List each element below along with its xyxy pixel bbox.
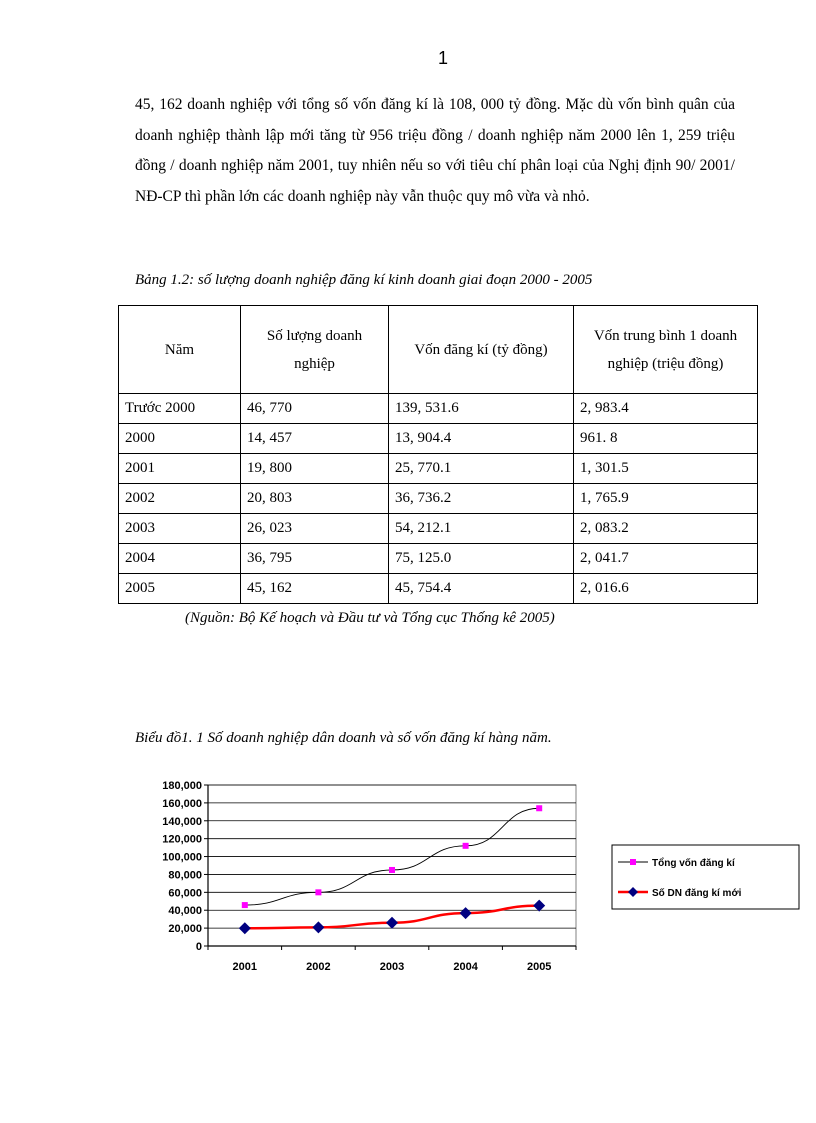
header-average: Vốn trung bình 1 doanh nghiệp (triệu đồng)	[574, 306, 758, 394]
table-header-row	[119, 306, 758, 394]
cell-count: 20, 803	[241, 484, 389, 514]
table-row	[119, 544, 758, 574]
data-point-square	[315, 889, 321, 895]
x-tick-label: 2002	[306, 961, 331, 973]
enterprise-table	[118, 305, 758, 604]
data-point-square	[463, 843, 469, 849]
cell-capital: 25, 770.1	[389, 454, 574, 484]
table-row	[119, 514, 758, 544]
x-tick-label: 2004	[453, 961, 478, 973]
cell-capital: 54, 212.1	[389, 514, 574, 544]
cell-average: 1, 301.5	[574, 454, 758, 484]
header-capital: Vốn đăng kí (tỷ đồng)	[389, 306, 574, 394]
cell-year: 2005	[119, 574, 241, 604]
y-tick-label: 160,000	[162, 797, 202, 810]
cell-year: 2001	[119, 454, 241, 484]
cell-capital: 75, 125.0	[389, 544, 574, 574]
cell-count: 36, 795	[241, 544, 389, 574]
y-tick-label: 100,000	[162, 851, 202, 864]
chart-caption: Biểu đồ1. 1 Số doanh nghiệp dân doanh và số vốn đăng kí hàng năm.	[135, 730, 552, 746]
page-number: 1	[437, 48, 448, 68]
body-paragraph: 45, 162 doanh nghiệp với tổng số vốn đăng kí là 108, 000 tỷ đồng. Mặc dù vốn bình quân của doanh nghiệp thành lập mới tăng từ 956 triệu đồng / doanh nghiệp năm 2000 lên 1, 259 triệu đồng / doanh nghiệp năm 2001, tuy nhiên nếu so với tiêu chí phân loại của Nghị định 90/ 2001/ NĐ-CP thì phần lớn các doanh nghiệp này vẫn thuộc quy mô vừa và nhỏ.	[135, 96, 735, 205]
y-tick-label: 20,000	[168, 923, 202, 936]
header-count: Số lượng doanh nghiệp	[241, 306, 389, 394]
cell-average: 2, 041.7	[574, 544, 758, 574]
cell-year: 2002	[119, 484, 241, 514]
cell-count: 26, 023	[241, 514, 389, 544]
table-row	[119, 484, 758, 514]
cell-count: 46, 770	[241, 394, 389, 424]
legend-box	[612, 845, 799, 909]
cell-year: 2000	[119, 424, 241, 454]
legend-label: Tổng vốn đăng kí	[652, 858, 735, 869]
x-tick-label: 2001	[232, 961, 258, 973]
legend-marker-square	[630, 859, 636, 865]
table-row	[119, 454, 758, 484]
cell-capital: 45, 754.4	[389, 574, 574, 604]
cell-year: Trước 2000	[119, 394, 241, 424]
y-tick-label: 80,000	[168, 869, 202, 882]
data-point-square	[242, 902, 248, 908]
table-source: (Nguồn: Bộ Kế hoạch và Đầu tư và Tổng cục Thống kê 2005)	[185, 610, 555, 626]
y-tick-label: 140,000	[162, 815, 202, 828]
x-tick-label: 2005	[526, 961, 552, 973]
cell-count: 14, 457	[241, 424, 389, 454]
cell-capital: 13, 904.4	[389, 424, 574, 454]
cell-average: 961. 8	[574, 424, 758, 454]
data-point-square	[389, 867, 395, 873]
cell-capital: 36, 736.2	[389, 484, 574, 514]
cell-count: 45, 162	[241, 574, 389, 604]
y-tick-label: 0	[195, 941, 202, 953]
cell-year: 2004	[119, 544, 241, 574]
y-tick-label: 40,000	[168, 905, 202, 918]
cell-average: 2, 983.4	[574, 394, 758, 424]
cell-average: 2, 083.2	[574, 514, 758, 544]
table-row	[119, 394, 758, 424]
line-chart	[130, 770, 810, 990]
x-tick-label: 2003	[379, 961, 405, 973]
cell-year: 2003	[119, 514, 241, 544]
cell-count: 19, 800	[241, 454, 389, 484]
y-tick-label: 120,000	[162, 833, 202, 846]
header-year: Năm	[119, 306, 241, 394]
table-row	[119, 424, 758, 454]
data-point-square	[536, 805, 542, 811]
cell-average: 1, 765.9	[574, 484, 758, 514]
cell-average: 2, 016.6	[574, 574, 758, 604]
legend-label: Số DN đăng kí mới	[652, 888, 742, 899]
table-caption: Bảng 1.2: số lượng doanh nghiệp đăng kí kinh doanh giai đoạn 2000 - 2005	[135, 272, 593, 288]
y-tick-label: 180,000	[162, 780, 202, 792]
y-tick-label: 60,000	[168, 887, 202, 900]
table-row	[119, 574, 758, 604]
cell-capital: 139, 531.6	[389, 394, 574, 424]
